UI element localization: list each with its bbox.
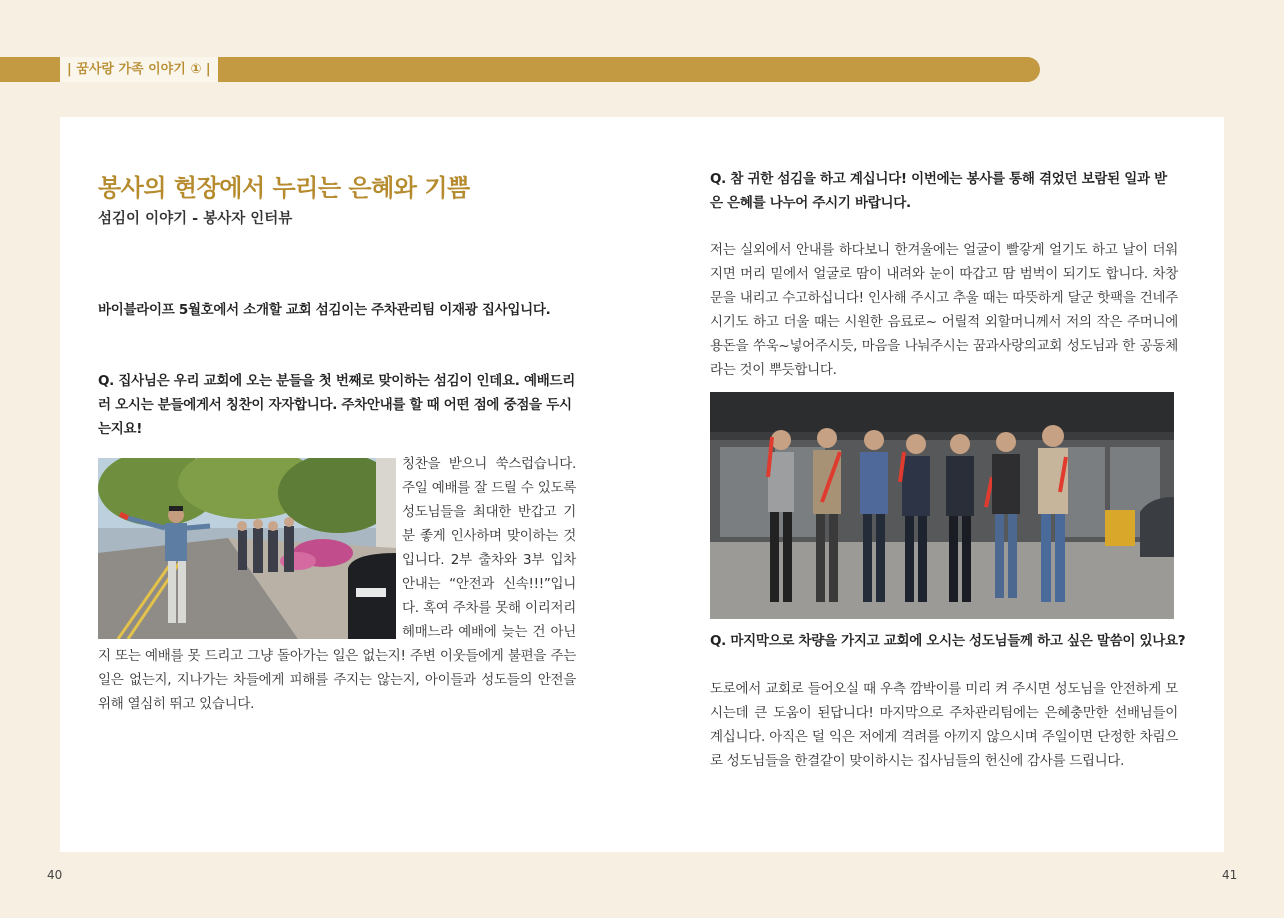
photo-volunteer-directing-traffic [98,458,396,639]
article-title: 봉사의 현장에서 누리는 은혜와 기쁨 [98,174,470,202]
question-3: Q. 마지막으로 차량을 가지고 교회에 오시는 성도님들께 하고 싶은 말씀이 있나요? [710,633,1186,649]
section-label: | 꿈사랑 가족 이야기 ① | [60,57,218,82]
page-number-right: 41 [1222,868,1238,882]
answer-1: 칭찬을 받으니 쑥스럽습니다. 주일 예배를 잘 드릴 수 있도록 성도님들을 최대한 반갑고 기분 좋게 인사하며 맞이하는 것입니다. 2부 출차와 3부 입차 안내는 “안전과 신속!!!”입니다. 혹여 주차를 못해 이리저리 헤매느라 예배에 늦는 건 아닌지 또는 예배를 못 드리고 그냥 돌아가는 일은 없는지! 주변 이웃들에게 불편을 주는 일은 없는지, 지나가는 차들에게 피해를 주지는 않는지, 아이들과 성도들의 안전을 위해 열심히 뛰고 있습니다. [98,456,576,712]
article-card [60,117,1224,852]
page-number-left: 40 [47,868,63,882]
question-2: Q. 참 귀한 섬김을 하고 계십니다! 이번에는 봉사를 통해 겪었던 보람된 일과 받은 은혜를 나누어 주시기 바랍니다. [710,171,1167,211]
answer-2: 저는 실외에서 안내를 하다보니 한겨울에는 얼굴이 빨갛게 얼기도 하고 날이 더워지면 머리 밑에서 얼굴로 땀이 내려와 눈이 따갑고 땀 범벅이 되기도 합니다. 차창문을 내리고 수고하십니다! 인사해 주시고 추울 때는 따뜻하게 달군 핫팩을 건네주시기도 하고 더울 때는 시원한 음료로~ 어릴적 외할머니께서 저의 작은 주머니에 용돈을 쑤욱~넣어주시듯, 마음을 나눠주시는 꿈과사랑의교회 성도님과 한 공동체라는 것이 뿌듯합니다. [710,242,1178,378]
answer-3: 도로에서 교회로 들어오실 때 우측 깜박이를 미리 켜 주시면 성도님을 안전하게 모시는데 큰 도움이 된답니다! 마지막으로 주차관리팀에는 은혜충만한 선배님들이 계십니다. 아직은 덜 익은 저에게 격려를 아끼지 않으시며 주일이면 단정한 차림으로 성도님들을 한결같이 맞이하시는 집사님들의 헌신에 감사를 드립니다. [710,681,1178,769]
photo-parking-team-group [710,392,1174,619]
question-1: Q. 집사님은 우리 교회에 오는 분들을 첫 번째로 맞이하는 섬김이 인데요. 예배드리러 오시는 분들에게서 칭찬이 자자합니다. 주차안내를 할 때 어떤 점에 중점을 두시는지요! [98,373,575,437]
answer-1-block [98,452,576,716]
article-intro: 바이블라이프 5월호에서 소개할 교회 섬김이는 주차관리팀 이재광 집사입니다. [98,302,551,318]
article-subtitle: 섬김이 이야기 - 봉사자 인터뷰 [98,211,293,227]
